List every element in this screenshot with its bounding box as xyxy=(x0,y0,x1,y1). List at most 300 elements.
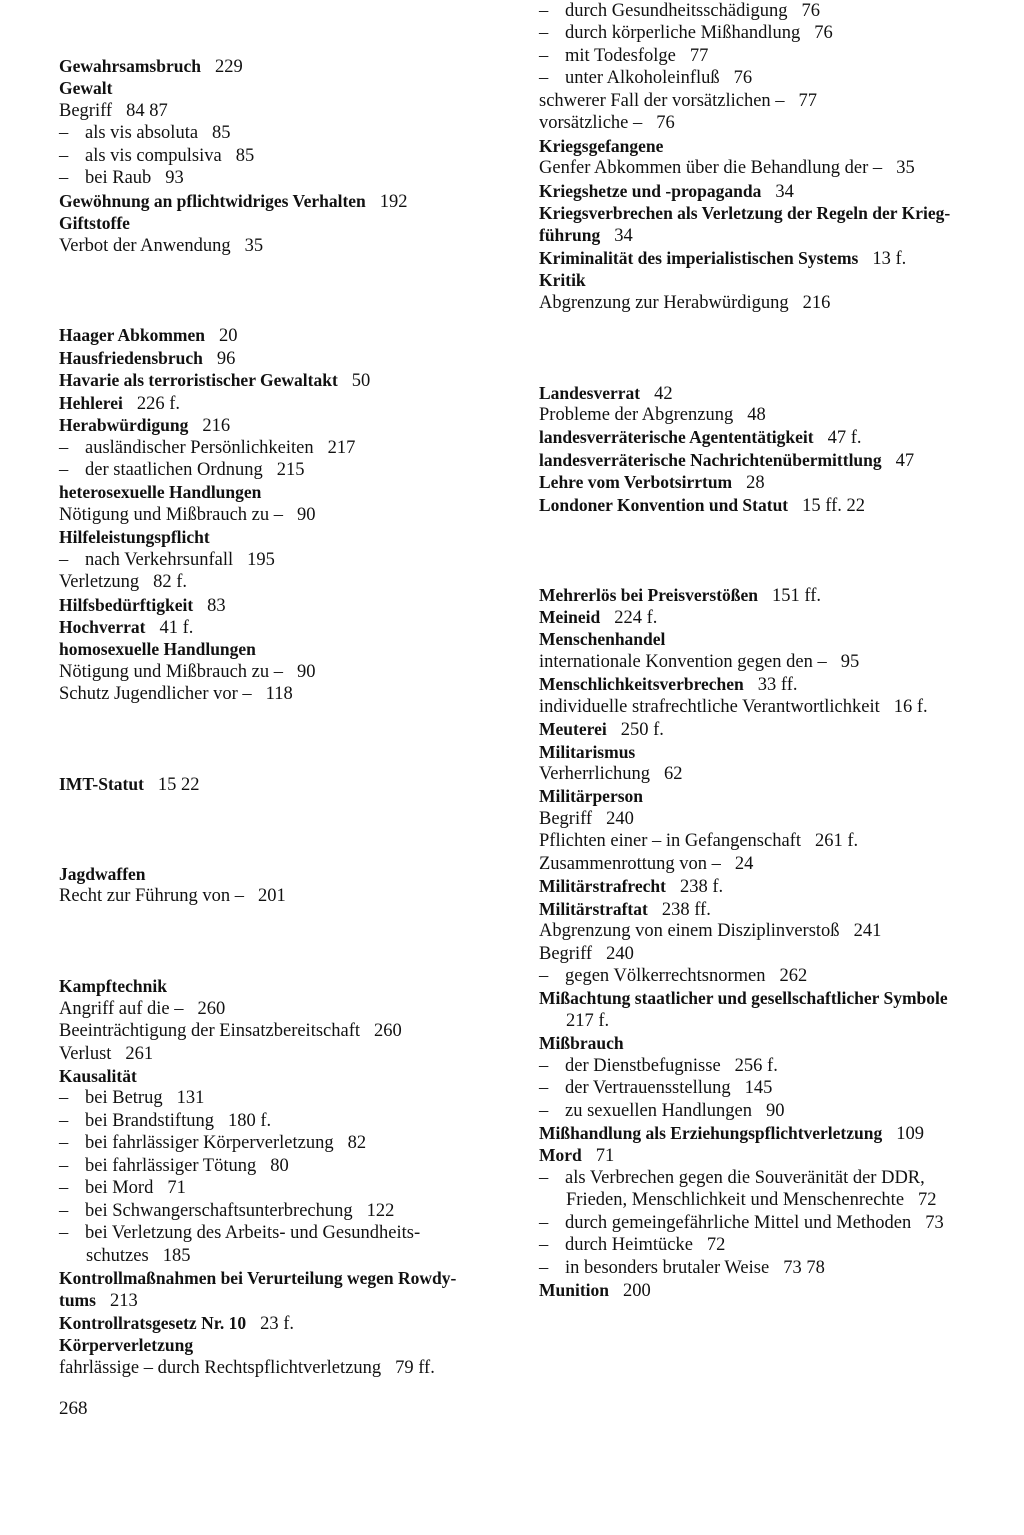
dash-marker: – xyxy=(59,459,69,480)
index-heading xyxy=(59,594,519,616)
index-heading xyxy=(59,863,519,885)
page-reference: 48 xyxy=(747,404,766,425)
page-reference: 201 xyxy=(257,886,286,907)
entry-term: zu sexuellen Handlungen xyxy=(565,1100,752,1121)
page-reference: 41 f. xyxy=(159,618,194,639)
entry-term: Mehrerlös bei Preisverstößen xyxy=(539,584,759,605)
index-subentry xyxy=(539,112,1009,134)
entry-term: Schutz Jugendlicher vor – xyxy=(59,684,252,705)
entry-term: Militarismus xyxy=(539,741,636,762)
dash-marker: – xyxy=(59,1223,69,1244)
entry-term: Begriff xyxy=(59,100,113,121)
entry-term: homosexuelle Handlungen xyxy=(59,639,256,660)
index-heading xyxy=(59,347,519,369)
page-reference: 200 xyxy=(623,1281,651,1302)
entry-term: Kriegsverbrechen als Verletzung der Regeln der Krieg- xyxy=(539,202,951,223)
index-heading xyxy=(539,785,1009,807)
page-reference: 95 xyxy=(840,651,860,672)
entry-term: Kontrollratsgesetz Nr. 10 xyxy=(59,1312,247,1333)
index-heading xyxy=(59,77,519,99)
entry-term: Abgrenzung zur Herabwürdigung xyxy=(539,292,789,313)
index-subentry xyxy=(539,45,1009,67)
index-subentry xyxy=(539,1100,1009,1122)
index-subentry xyxy=(59,1200,519,1222)
index-heading xyxy=(539,471,1009,493)
page-reference: 261 f. xyxy=(814,831,859,852)
dash-marker: – xyxy=(539,1257,549,1278)
dash-marker: – xyxy=(539,1078,549,1099)
entry-term: bei Schwangerschaftsunterbrechung xyxy=(85,1200,353,1221)
entry-term: in besonders brutaler Weise xyxy=(565,1257,770,1278)
dash-marker: – xyxy=(59,1088,69,1109)
dash-marker: – xyxy=(59,168,69,189)
index-subentry xyxy=(59,549,519,571)
entry-term: individuelle strafrechtliche Verantwortlichkeit xyxy=(539,696,880,717)
dash-marker: – xyxy=(59,1110,69,1131)
dash-marker: – xyxy=(59,1133,69,1154)
entry-term: Körperverletzung xyxy=(59,1335,194,1356)
index-subentry xyxy=(59,167,519,189)
index-subentry xyxy=(59,1020,519,1042)
page-reference: 72 xyxy=(706,1235,726,1256)
dash-marker: – xyxy=(539,1235,549,1256)
index-heading xyxy=(539,741,1009,763)
entry-term: als Verbrechen gegen die Souveränität der DDR, xyxy=(565,1167,925,1188)
index-subentry xyxy=(539,67,1009,89)
page-reference: 76 xyxy=(656,113,675,134)
page-reference: 79 ff. xyxy=(395,1357,435,1378)
page-reference: 15 22 xyxy=(157,775,200,796)
page-reference: 35 xyxy=(896,158,915,179)
page-reference: 62 xyxy=(663,764,683,785)
entry-term: Hochverrat xyxy=(59,617,146,638)
index-heading xyxy=(539,247,1009,269)
index-subentry xyxy=(539,1055,1009,1077)
index-subentry xyxy=(59,1110,519,1132)
page-reference: 90 xyxy=(297,661,316,682)
index-subentry xyxy=(539,853,1009,875)
page-reference: 238 f. xyxy=(679,877,724,898)
entry-term: Genfer Abkommen über die Behandlung der – xyxy=(539,158,883,179)
entry-term: Militärstrafrecht xyxy=(539,876,666,897)
page-reference: 229 xyxy=(214,57,243,77)
page-reference: 33 ff. xyxy=(757,675,798,696)
index-subentry xyxy=(539,651,1009,673)
index-subentry xyxy=(59,1245,519,1267)
entry-term: bei fahrlässiger Tötung xyxy=(85,1155,257,1176)
index-subentry xyxy=(539,1212,1009,1234)
index-subentry xyxy=(59,122,519,144)
index-heading xyxy=(539,224,1009,246)
index-subentry xyxy=(59,1155,519,1177)
entry-term: landesverräterische Agententätigkeit xyxy=(539,427,814,448)
page-reference: 215 xyxy=(276,459,305,480)
entry-term: fahrlässige – durch Rechtspflichtverletzung xyxy=(59,1357,382,1378)
index-subentry xyxy=(59,683,519,705)
page-reference: 20 xyxy=(219,326,238,347)
entry-term: schwerer Fall der vorsätzlichen – xyxy=(539,90,785,111)
page-reference: 260 xyxy=(197,998,226,1019)
index-subentry xyxy=(59,571,519,593)
index-subentry xyxy=(539,943,1009,965)
page-reference: 34 xyxy=(614,226,633,247)
page-reference: 256 f. xyxy=(734,1055,778,1076)
index-heading xyxy=(59,773,519,795)
entry-term: gegen Völkerrechtsnormen xyxy=(565,965,766,986)
entry-term: mit Todesfolge xyxy=(565,45,676,66)
page-reference: 262 xyxy=(779,965,808,986)
index-subentry xyxy=(539,808,1009,830)
index-heading xyxy=(59,1312,519,1334)
index-heading xyxy=(539,875,1009,897)
page-reference: 82 xyxy=(347,1133,367,1154)
entry-term: Mißbrauch xyxy=(539,1033,624,1054)
index-subentry xyxy=(59,504,519,526)
entry-term: Kampftechnik xyxy=(59,976,167,997)
entry-term: Landesverrat xyxy=(539,382,641,403)
page-reference: 180 f. xyxy=(227,1110,272,1131)
dash-marker: – xyxy=(539,965,549,986)
section-gap xyxy=(59,908,519,975)
page-reference: 82 f. xyxy=(153,572,188,593)
page-reference: 185 xyxy=(162,1245,191,1266)
index-subentry xyxy=(539,22,1009,44)
entry-term: Hausfriedensbruch xyxy=(59,347,203,368)
page-reference: 73 xyxy=(925,1212,944,1233)
entry-term: Munition xyxy=(539,1280,610,1301)
index-subentry xyxy=(539,1010,1009,1032)
index-heading xyxy=(59,392,519,414)
entry-term: Hilfeleistungspflicht xyxy=(59,527,210,548)
index-heading xyxy=(539,1032,1009,1054)
page-reference: 216 xyxy=(202,416,231,437)
page-reference: 96 xyxy=(216,348,236,369)
page-reference: 195 xyxy=(247,549,275,570)
page-reference: 73 78 xyxy=(783,1257,825,1278)
page-reference: 28 xyxy=(746,473,765,494)
dash-marker: – xyxy=(539,1212,549,1233)
index-heading xyxy=(59,1267,519,1289)
page-number: 268 xyxy=(59,1398,88,1419)
page-reference: 71 xyxy=(595,1146,615,1167)
entry-term: Militärstraftat xyxy=(539,898,648,919)
page-reference: 50 xyxy=(351,371,371,392)
index-subentry xyxy=(539,404,1009,426)
entry-term: Kausalität xyxy=(59,1066,137,1086)
entry-term: Mißhandlung als Erziehungspflichtverletzung xyxy=(539,1123,883,1144)
entry-term: Begriff xyxy=(539,943,593,964)
index-heading xyxy=(539,1122,1009,1144)
entry-term: führung xyxy=(539,225,601,246)
index-subentry xyxy=(539,157,1009,179)
entry-term: Zusammenrottung von – xyxy=(539,853,721,874)
page-reference: 24 xyxy=(734,853,754,874)
entry-term: Gewalt xyxy=(59,78,113,99)
page-reference: 238 ff. xyxy=(661,899,711,920)
entry-term: schutzes xyxy=(86,1245,149,1266)
index-heading xyxy=(59,1065,519,1087)
entry-term: Verbot der Anwendung xyxy=(59,235,231,256)
index-heading xyxy=(539,382,1009,404)
entry-term: Mißachtung staatlicher und gesellschaftlicher Symbole xyxy=(539,988,948,1009)
index-heading xyxy=(539,898,1009,920)
page-reference: 72 xyxy=(918,1190,937,1211)
entry-term: Angriff auf die – xyxy=(59,998,184,1019)
index-subentry xyxy=(539,292,1009,314)
page-reference: 23 f. xyxy=(260,1313,295,1334)
entry-term: als vis absoluta xyxy=(85,123,199,144)
index-heading xyxy=(59,190,519,212)
page-reference: 71 xyxy=(167,1178,186,1199)
index-heading xyxy=(59,1334,519,1356)
page-reference: 260 xyxy=(374,1021,402,1042)
page-reference: 240 xyxy=(606,943,634,964)
dash-marker: – xyxy=(59,123,69,144)
index-heading xyxy=(539,426,1009,448)
index-subentry xyxy=(59,459,519,481)
entry-term: Jagdwaffen xyxy=(59,863,146,884)
index-heading xyxy=(59,975,519,997)
dash-marker: – xyxy=(539,1100,549,1121)
index-subentry xyxy=(539,1257,1009,1279)
section-gap xyxy=(539,516,1009,583)
index-heading xyxy=(539,718,1009,740)
index-subentry xyxy=(59,100,519,122)
page-reference: 47 xyxy=(895,450,915,471)
entry-term: Kriminalität des imperialistischen Systems xyxy=(539,247,859,268)
entry-term: Lehre vom Verbotsirrtum xyxy=(539,472,733,493)
index-heading xyxy=(539,606,1009,628)
index-column-left xyxy=(59,0,519,1379)
entry-term: bei Mord xyxy=(85,1178,154,1199)
index-subentry xyxy=(59,1087,519,1109)
dash-marker: – xyxy=(59,437,69,458)
entry-term: heterosexuelle Handlungen xyxy=(59,482,262,503)
index-heading xyxy=(59,212,519,234)
dash-marker: – xyxy=(539,1055,549,1076)
index-heading xyxy=(59,481,519,503)
page-reference: 85 xyxy=(235,145,255,166)
index-column-right xyxy=(539,0,1009,1302)
entry-term: bei Raub xyxy=(85,168,152,189)
index-subentry xyxy=(539,90,1009,112)
page-reference: 192 xyxy=(379,191,408,212)
dash-marker: – xyxy=(539,23,549,44)
entry-term: tums xyxy=(59,1290,96,1311)
page-reference: 151 ff. xyxy=(772,585,822,606)
dash-marker: – xyxy=(59,1155,69,1176)
page-reference: 250 f. xyxy=(620,720,664,741)
section-gap xyxy=(59,796,519,863)
page-reference: 241 xyxy=(853,921,882,942)
entry-term: unter Alkoholeinfluß xyxy=(565,68,720,89)
entry-term: Herabwürdigung xyxy=(59,415,189,436)
entry-term: Kontrollmaßnahmen bei Verurteilung wegen Rowdy- xyxy=(59,1267,457,1288)
entry-term: nach Verkehrsunfall xyxy=(85,549,234,570)
dash-marker: – xyxy=(539,1167,549,1188)
page-reference: 217 f. xyxy=(566,1010,610,1031)
section-gap xyxy=(59,706,519,773)
index-subentry xyxy=(539,1189,1009,1211)
entry-term: Verletzung xyxy=(59,572,140,593)
entry-term: bei Betrug xyxy=(85,1088,163,1109)
index-heading xyxy=(59,616,519,638)
page-reference: 145 xyxy=(744,1078,773,1099)
entry-term: Londoner Konvention und Statut xyxy=(539,494,789,515)
page-reference: 76 xyxy=(814,23,833,44)
page-reference: 240 xyxy=(606,808,634,829)
index-heading xyxy=(539,987,1009,1009)
page-reference: 80 xyxy=(270,1155,289,1176)
page-reference: 16 f. xyxy=(893,696,928,717)
page-reference: 122 xyxy=(366,1200,395,1221)
index-heading xyxy=(539,269,1009,291)
entry-term: durch Gesundheitsschädigung xyxy=(565,1,788,21)
entry-term: vorsätzliche – xyxy=(539,113,643,134)
entry-term: durch körperliche Mißhandlung xyxy=(565,23,801,44)
entry-term: Hilfsbedürftigkeit xyxy=(59,594,194,615)
entry-term: Meuterei xyxy=(539,719,607,740)
entry-term: bei Brandstiftung xyxy=(85,1110,214,1131)
index-heading xyxy=(59,526,519,548)
page-reference: 35 xyxy=(244,235,264,256)
index-subentry xyxy=(539,965,1009,987)
entry-term: IMT-Statut xyxy=(59,774,144,795)
page-reference: 118 xyxy=(265,684,293,705)
index-heading xyxy=(539,494,1009,516)
dash-marker: – xyxy=(539,68,549,89)
index-subentry xyxy=(59,235,519,257)
index-subentry xyxy=(59,437,519,459)
page-reference: 213 xyxy=(109,1291,138,1312)
page-reference: 77 xyxy=(798,90,818,111)
page-reference: 15 ff. 22 xyxy=(802,495,866,516)
page-reference: 93 xyxy=(165,168,184,189)
entry-term: Menschenhandel xyxy=(539,629,666,650)
index-subentry xyxy=(539,920,1009,942)
entry-term: Militärperson xyxy=(539,786,644,807)
page-reference: 76 xyxy=(801,1,820,21)
page-reference: 226 f. xyxy=(136,393,180,414)
entry-term: der Vertrauensstellung xyxy=(565,1078,731,1099)
index-heading xyxy=(539,673,1009,695)
dash-marker: – xyxy=(59,1200,69,1221)
entry-term: Mord xyxy=(539,1145,582,1166)
entry-term: Pflichten einer – in Gefangenschaft xyxy=(539,831,801,852)
entry-term: Nötigung und Mißbrauch zu – xyxy=(59,661,284,682)
entry-term: Abgrenzung von einem Disziplinverstoß xyxy=(539,921,840,942)
index-heading xyxy=(59,414,519,436)
page-reference: 76 xyxy=(733,68,753,89)
index-subentry xyxy=(59,145,519,167)
page-reference: 261 xyxy=(125,1043,154,1064)
index-heading xyxy=(539,202,1009,224)
index-subentry xyxy=(59,1357,519,1379)
section-gap xyxy=(539,314,1009,381)
index-subentry xyxy=(539,1077,1009,1099)
index-heading xyxy=(59,55,519,77)
entry-term: durch Heimtücke xyxy=(565,1235,693,1256)
page-reference: 90 xyxy=(297,504,316,525)
index-subentry xyxy=(59,1222,519,1244)
page-reference: 34 xyxy=(775,181,794,202)
entry-term: Kriegsgefangene xyxy=(539,135,664,156)
dash-marker: – xyxy=(539,1,549,21)
page-reference: 131 xyxy=(176,1088,205,1109)
entry-term: Menschlichkeitsverbrechen xyxy=(539,674,744,695)
index-heading xyxy=(539,584,1009,606)
index-subentry xyxy=(59,998,519,1020)
entry-term: der staatlichen Ordnung xyxy=(85,459,263,480)
entry-term: Verherrlichung xyxy=(539,764,650,785)
index-heading xyxy=(539,449,1009,471)
entry-term: Probleme der Abgrenzung xyxy=(539,404,734,425)
page-reference: 216 xyxy=(802,292,831,313)
entry-term: Meineid xyxy=(539,606,601,627)
page-reference: 42 xyxy=(654,383,673,404)
section-gap xyxy=(59,257,519,324)
entry-term: Gewöhnung an pflichtwidriges Verhalten xyxy=(59,190,366,211)
page-reference: 83 xyxy=(207,595,226,616)
index-heading xyxy=(59,1289,519,1311)
index-subentry xyxy=(539,1167,1009,1189)
entry-term: Kriegshetze und -propaganda xyxy=(539,180,762,201)
index-heading xyxy=(539,628,1009,650)
dash-marker: – xyxy=(59,1178,69,1199)
entry-term: Recht zur Führung von – xyxy=(59,886,244,907)
entry-term: Giftstoffe xyxy=(59,213,130,234)
index-subentry xyxy=(539,1234,1009,1256)
entry-term: Kritik xyxy=(539,270,586,291)
index-heading xyxy=(539,1279,1009,1301)
page-reference: 85 xyxy=(212,123,231,144)
page-reference: 224 f. xyxy=(614,607,658,628)
page-reference: 217 xyxy=(327,437,356,458)
page-reference: 90 xyxy=(766,1100,785,1121)
index-subentry xyxy=(539,696,1009,718)
index-heading xyxy=(59,324,519,346)
entry-term: Verlust xyxy=(59,1043,112,1064)
entry-term: Havarie als terroristischer Gewaltakt xyxy=(59,370,338,391)
index-subentry xyxy=(539,763,1009,785)
index-subentry xyxy=(539,0,1009,22)
entry-term: ausländischer Persönlichkeiten xyxy=(85,437,314,458)
entry-term: internationale Konvention gegen den – xyxy=(539,651,827,672)
entry-term: Haager Abkommen xyxy=(59,325,205,346)
index-heading xyxy=(59,638,519,660)
index-subentry xyxy=(59,1177,519,1199)
entry-term: Frieden, Menschlichkeit und Menschenrechte xyxy=(566,1190,905,1211)
entry-term: durch gemeingefährliche Mittel und Methoden xyxy=(565,1212,912,1233)
dash-marker: – xyxy=(59,145,69,166)
index-subentry xyxy=(59,885,519,907)
page-reference: 109 xyxy=(896,1124,924,1145)
page-reference: 77 xyxy=(689,45,709,66)
entry-term: bei Verletzung des Arbeits- und Gesundheits- xyxy=(85,1223,421,1244)
dash-marker: – xyxy=(539,45,549,66)
index-heading xyxy=(59,369,519,391)
entry-term: bei fahrlässiger Körperverletzung xyxy=(85,1133,334,1154)
entry-term: als vis compulsiva xyxy=(85,145,222,166)
entry-term: Hehlerei xyxy=(59,392,123,413)
page-reference: 47 f. xyxy=(827,428,862,449)
index-subentry xyxy=(59,1132,519,1154)
page-reference: 84 87 xyxy=(126,100,168,121)
index-heading xyxy=(539,1144,1009,1166)
entry-term: Gewahrsamsbruch xyxy=(59,56,201,76)
index-subentry xyxy=(59,1043,519,1065)
index-subentry xyxy=(59,661,519,683)
